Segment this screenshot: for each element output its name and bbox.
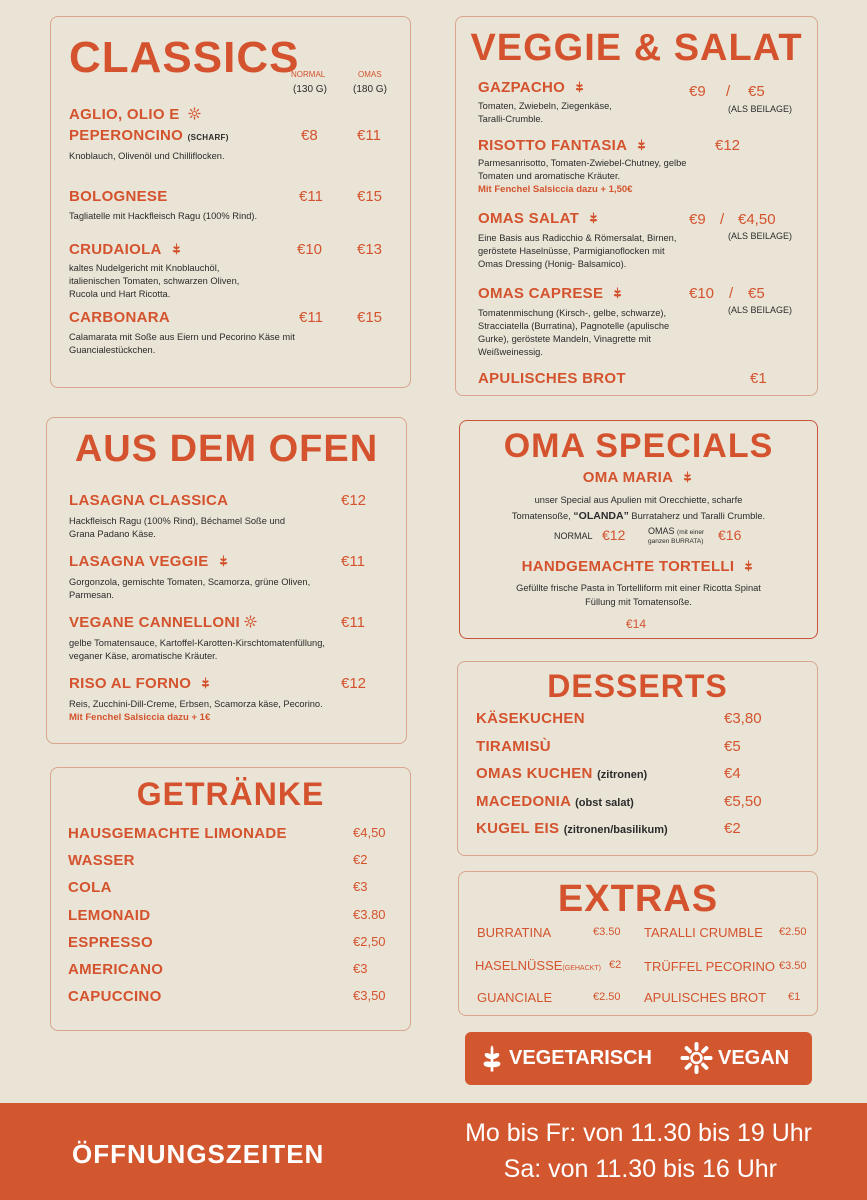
price-main: €11 — [341, 553, 365, 570]
item-name-text: HANDGEMACHTE TORTELLI — [521, 558, 735, 575]
leaf-icon — [742, 559, 755, 572]
item-description: gelbe Tomatensauce, Kartoffel-Karotten-Kirschtomatenfüllung, veganer Käse, aromatische Kräuter. — [69, 638, 325, 661]
price-main: €1 — [750, 370, 767, 387]
item-description: Hackfleisch Ragu (100% Rind), Béchamel Soße und Grana Padano Käse. — [69, 516, 286, 539]
dessert-price: €2 — [724, 820, 741, 837]
dessert-name — [476, 765, 647, 782]
price-side: €5 — [748, 83, 765, 100]
desserts-section — [457, 661, 818, 856]
menu-item-name — [460, 558, 817, 575]
drink-name: AMERICANO — [68, 961, 164, 978]
classics-col-normal-weight: (130 G) — [293, 84, 327, 95]
item-name-text: OMAS SALAT — [478, 210, 580, 227]
menu-item-name — [69, 127, 229, 144]
leaf-icon — [217, 554, 230, 567]
extra-name — [477, 925, 551, 940]
leaf-icon — [477, 1041, 507, 1075]
leaf-icon — [573, 80, 586, 93]
price-side: €5 — [748, 285, 765, 302]
dessert-name-text: MACEDONIA — [476, 792, 571, 810]
drink-price: €3 — [353, 879, 368, 895]
price-main: €12 — [715, 137, 741, 154]
dessert-name-text: TIRAMISÙ — [476, 737, 551, 755]
leaf-icon — [611, 286, 624, 299]
extra-name-text: APULISCHES BROT — [644, 990, 767, 1005]
flower-icon — [188, 107, 201, 120]
addon-note: Mit Fenchel Salsiccia dazu + 1,50€ — [478, 184, 633, 195]
price-main: €12 — [341, 675, 367, 692]
menu-item-name — [69, 553, 230, 570]
extra-name — [475, 958, 601, 973]
legend-vegetarian: VEGETARISCH — [509, 1047, 652, 1069]
price-omas: €11 — [357, 127, 381, 144]
item-name-text: VEGANE CANNELLONI — [69, 614, 240, 631]
item-description-line2: Füllung mit Tomatensoße. — [585, 597, 692, 607]
price-main: €9 — [689, 211, 706, 228]
drink-price: €2,50 — [353, 933, 386, 949]
drink-name: COLA — [68, 879, 112, 897]
opening-hours-label: ÖFFNUNGSZEITEN — [72, 1139, 325, 1169]
side-note: (ALS BEILAGE) — [728, 231, 793, 241]
dessert-price: €5 — [724, 737, 741, 755]
menu-item-name: BOLOGNESE — [69, 188, 168, 205]
extra-name-text: HASELNÜSSE — [475, 958, 563, 973]
dessert-price: €3,80 — [724, 710, 762, 727]
menu-item-name — [69, 675, 212, 692]
item-name-text: RISOTTO FANTASIA — [478, 137, 628, 154]
item-name-text: GAZPACHO — [478, 79, 566, 96]
item-name-line1: AGLIO, OLIO E — [69, 106, 180, 123]
item-description: Knoblauch, Olivenöl und Chilliflocken. — [69, 151, 225, 161]
extra-name — [644, 925, 763, 940]
flower-icon — [680, 1041, 713, 1075]
desc-part: Burrataherz und Taralli Crumble. — [631, 511, 766, 521]
leaf-icon — [199, 676, 212, 689]
normal-label: NORMAL — [554, 531, 593, 541]
price-normal: €12 — [602, 527, 626, 543]
price-separator: / — [726, 83, 731, 100]
extra-price: €2 — [609, 959, 622, 971]
item-name-line2: PEPERONCINO — [69, 127, 184, 144]
extra-price: €3.50 — [779, 960, 807, 972]
ofen-section — [46, 417, 407, 744]
getraenke-title: GETRÄNKE — [136, 776, 325, 812]
dessert-name-text: KÄSEKUCHEN — [476, 710, 585, 727]
price-side: €4,50 — [738, 211, 776, 228]
leaf-icon — [170, 242, 183, 255]
dessert-name — [476, 793, 634, 810]
veggie-section — [455, 16, 818, 396]
item-description-line2 — [460, 510, 817, 523]
menu-item-name: LASAGNA CLASSICA — [69, 492, 229, 509]
addon-note: Mit Fenchel Salsiccia dazu + 1€ — [69, 712, 211, 723]
price-main: €10 — [689, 285, 715, 302]
item-description: Calamarata mit Soße aus Eiern und Pecorino Käse mit Guancialestückchen. — [69, 332, 295, 355]
extra-price: €2.50 — [779, 926, 807, 938]
item-name-text: OMAS CAPRESE — [478, 285, 604, 302]
price-normal: €8 — [301, 127, 318, 144]
menu-item-name: APULISCHES BROT — [478, 370, 626, 387]
diet-legend — [465, 1032, 812, 1085]
item-description: unser Special aus Apulien mit Orecchiette, scharfe — [534, 495, 743, 505]
drink-name: ESPRESSO — [68, 933, 153, 951]
price-main: €11 — [341, 614, 365, 631]
leaf-icon — [681, 470, 694, 483]
price-omas: €13 — [357, 241, 383, 258]
extra-name — [477, 990, 552, 1005]
extra-price: €2.50 — [593, 991, 621, 1003]
extra-name — [644, 990, 766, 1005]
price-omas: €15 — [357, 309, 383, 326]
opening-hours-saturday: Sa: von 11.30 bis 16 Uhr — [503, 1155, 777, 1183]
price-omas: €15 — [357, 188, 383, 205]
omas-note-line2: ganzen BURRATA) — [648, 538, 704, 545]
drink-price: €3.80 — [353, 906, 386, 922]
item-description: Tomatenmischung (Kirsch-, gelbe, schwarze), Stracciatella (Burratina), Pagnotelle (apulische Gurke), geröstete Mandeln, Vinagrette mit Weißweinessig. — [478, 308, 670, 357]
price-main: €14 — [626, 617, 647, 631]
dessert-price: €5,50 — [724, 792, 762, 810]
price-normal: €11 — [299, 309, 323, 326]
menu-item-name: CARBONARA — [69, 309, 171, 326]
price-separator: / — [720, 211, 725, 228]
extras-section — [458, 871, 818, 1016]
dessert-name-text: OMAS KUCHEN — [476, 765, 593, 782]
price-omas: €16 — [718, 527, 742, 543]
item-description: Gorgonzola, gemischte Tomaten, Scamorza, grüne Oliven, Parmesan. — [69, 577, 311, 600]
extra-price: €1 — [788, 991, 801, 1003]
extra-name-text: BURRATINA — [477, 925, 552, 940]
price-normal: €11 — [299, 188, 323, 205]
opening-hours-weekdays: Mo bis Fr: von 11.30 bis 19 Uhr — [465, 1119, 812, 1147]
drink-price: €2 — [353, 852, 368, 868]
price-separator: / — [729, 285, 734, 302]
spicy-tag: (SCHARF) — [187, 133, 229, 142]
price-normal: €10 — [297, 241, 323, 258]
item-description: Tagliatelle mit Hackfleisch Ragu (100% Rind). — [69, 211, 258, 221]
classics-section — [50, 16, 411, 388]
desc-part: Tomatensoße, — [511, 511, 571, 521]
item-description: Tomaten, Zwiebeln, Ziegenkäse, Taralli-Crumble. — [478, 101, 612, 124]
menu-item-name — [460, 469, 817, 486]
opening-hours-footer — [0, 1103, 867, 1200]
olanda-highlight: “OLANDA” — [573, 510, 629, 522]
dessert-name — [476, 710, 585, 727]
classics-col-normal-label: NORMAL — [291, 70, 326, 79]
drink-price: €4,50 — [353, 825, 386, 840]
ofen-title: AUS DEM OFEN — [74, 428, 379, 470]
menu-item-name — [478, 79, 586, 96]
specials-title: OMA SPECIALS — [503, 427, 774, 465]
menu-item-name — [69, 241, 183, 258]
drink-price: €3 — [353, 961, 368, 976]
classics-title: CLASSICS — [69, 33, 300, 82]
dessert-note: (obst salat) — [575, 796, 634, 809]
item-description: Eine Basis aus Radicchio & Römersalat, Birnen, geröstete Haselnüsse, Parmigianoflocken mit Omas Dressing (Honig- Balsamico). — [478, 233, 677, 269]
price-main: €9 — [689, 83, 706, 100]
drink-name: LEMONAID — [68, 906, 151, 924]
extra-name-text: TARALLI CRUMBLE — [644, 925, 763, 940]
omas-label-text: OMAS — [648, 526, 675, 536]
item-description: Reis, Zucchini-Dill-Creme, Erbsen, Scamorza käse, Pecorino. — [69, 699, 323, 709]
extras-title: EXTRAS — [557, 878, 719, 920]
dessert-price: €4 — [724, 765, 741, 782]
drink-price: €3,50 — [353, 988, 386, 1004]
extra-note: (GEHACKT) — [562, 965, 601, 972]
price-main: €12 — [341, 492, 367, 509]
leaf-icon — [635, 138, 648, 151]
omas-note: (mit einer — [677, 529, 705, 536]
item-description: Gefüllte frische Pasta in Tortelliform mit einer Ricotta Spinat — [516, 583, 761, 593]
menu-item-name — [478, 137, 648, 154]
menu-item-name — [69, 106, 201, 123]
item-description: kaltes Nudelgericht mit Knoblauchöl, italienischen Tomaten, schwarzen Oliven, Rucola und Hart Ricotta. — [69, 263, 240, 299]
side-note: (ALS BEILAGE) — [728, 104, 793, 114]
veggie-title: VEGGIE & SALAT — [470, 27, 803, 69]
legend-vegan: VEGAN — [718, 1047, 790, 1069]
item-name-text: RISO AL FORNO — [69, 675, 192, 692]
extra-price: €3.50 — [593, 926, 621, 938]
specials-section — [459, 420, 818, 639]
menu-item-name — [478, 285, 624, 302]
side-note: (ALS BEILAGE) — [728, 305, 793, 315]
dessert-name-text: KUGEL EIS — [476, 820, 560, 837]
omas-label — [648, 526, 704, 536]
item-name-text: OMA MARIA — [582, 469, 674, 486]
classics-col-omas-label: OMAS — [358, 70, 382, 79]
dessert-note: (zitronen) — [597, 769, 648, 781]
item-name-text: LASAGNA VEGGIE — [69, 553, 209, 570]
leaf-icon — [587, 211, 600, 224]
extra-name-text: TRÜFFEL PECORINO — [644, 959, 775, 974]
extra-name — [644, 959, 775, 974]
dessert-name — [476, 738, 551, 755]
extra-name-text: GUANCIALE — [477, 990, 553, 1005]
desserts-title: DESSERTS — [547, 668, 728, 704]
menu-item-name — [69, 614, 257, 631]
drink-name: HAUSGEMACHTE LIMONADE — [68, 825, 287, 842]
item-name-text: CRUDAIOLA — [69, 241, 162, 258]
classics-col-omas-weight: (180 G) — [353, 84, 387, 95]
dessert-note: (zitronen/basilikum) — [563, 824, 668, 836]
dessert-name — [476, 820, 668, 837]
drink-name: WASSER — [68, 852, 135, 870]
getraenke-section — [50, 767, 411, 1031]
flower-icon — [244, 615, 257, 628]
drink-name: CAPUCCINO — [68, 988, 162, 1006]
item-description: Parmesanrisotto, Tomaten-Zwiebel-Chutney, gelbe Tomaten und aromatische Kräuter. — [478, 158, 687, 181]
menu-item-name — [478, 210, 600, 227]
